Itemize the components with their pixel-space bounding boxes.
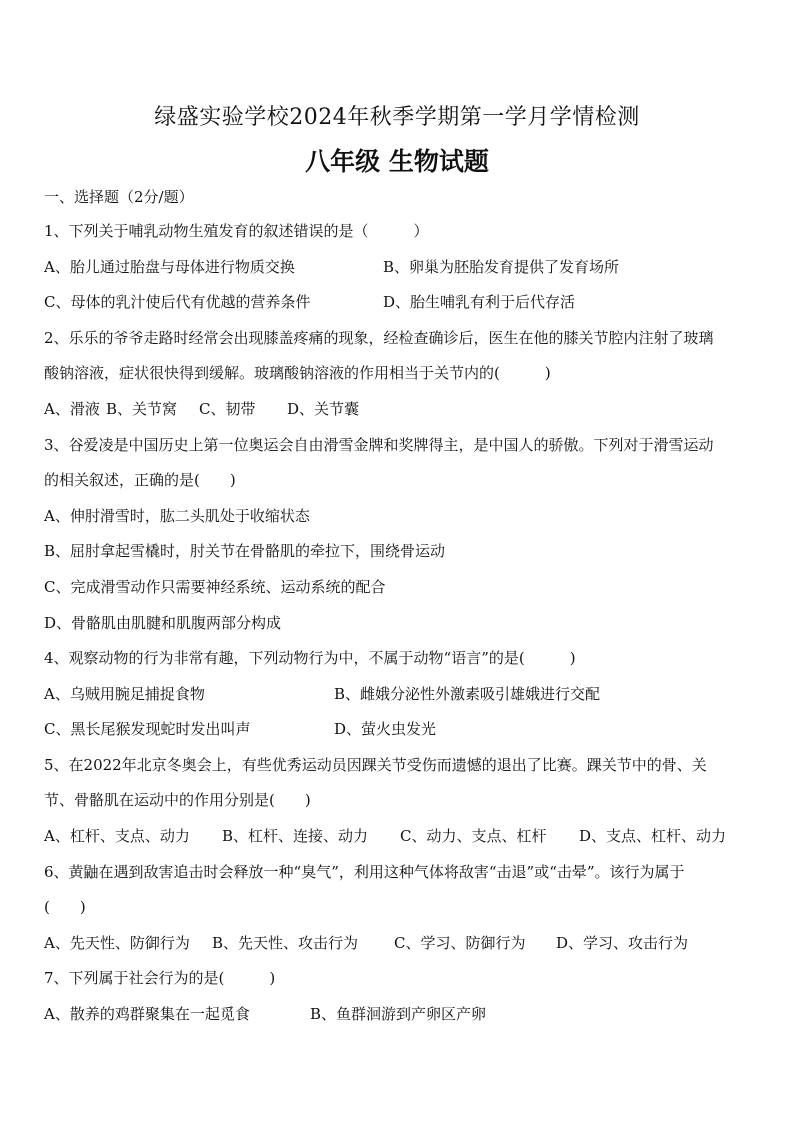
question-4-option-a: A、乌贼用腕足捕捉食物	[44, 685, 205, 703]
question-2-option-c: C、韧带	[199, 400, 256, 418]
question-3-stem-line-1: 3、谷爱凌是中国历史上第一位奥运会自由滑雪金牌和奖牌得主，是中国人的骄傲。下列对于滑雪运动	[44, 436, 714, 454]
question-5-option-c: C、动力、支点、杠杆	[400, 827, 547, 845]
question-6-stem-line-1: 6、黄鼬在遇到敌害追击时会释放一种“臭气”，利用这种气体将敌害“击退”或“击晕”。该行为属于	[44, 863, 685, 881]
question-2-option-b: B、关节窝	[106, 400, 178, 418]
question-3-option-b: B、屈肘拿起雪橇时，肘关节在骨骼肌的牵拉下，围绕骨运动	[44, 542, 446, 560]
question-1-option-d: D、胎生哺乳有利于后代存活	[383, 293, 576, 311]
exam-title: 绿盛实验学校2024年秋季学期第一学月学情检测	[154, 105, 640, 130]
question-1-option-b: B、卵巢为胚胎发育提供了发育场所	[383, 258, 620, 276]
question-1-option-c: C、母体的乳汁使后代有优越的营养条件	[44, 293, 311, 311]
question-5-option-d: D、支点、杠杆、动力	[579, 827, 727, 845]
question-4-option-c: C、黑长尾猴发现蛇时发出叫声	[44, 720, 251, 738]
question-5-stem-line-1: 5、在2022年北京冬奥会上，有些优秀运动员因踝关节受伤而遗憾的退出了比赛。踝关节中的骨、关	[44, 756, 707, 774]
question-6-stem-line-2: ( )	[44, 898, 86, 916]
question-2-stem-line-1: 2、乐乐的爷爷走路时经常会出现膝盖疼痛的现象，经检查确诊后，医生在他的膝关节腔内注射了玻璃	[44, 329, 714, 347]
question-6-option-c: C、学习、防御行为	[394, 934, 526, 952]
question-2-stem-line-2: 酸钠溶液，症状很快得到缓解。玻璃酸钠溶液的作用相当于关节内的( )	[44, 364, 551, 382]
question-2-option-d: D、关节囊	[287, 400, 360, 418]
question-3-option-c: C、完成滑雪动作只需要神经系统、运动系统的配合	[44, 578, 386, 596]
question-1-stem: 1、下列关于哺乳动物生殖发育的叙述错误的是（ ）	[44, 222, 429, 240]
question-3-stem-line-2: 的相关叙述，正确的是( )	[44, 471, 236, 489]
question-5-option-b: B、杠杆、连接、动力	[222, 827, 369, 845]
question-4-option-d: D、萤火虫发光	[334, 720, 437, 738]
question-1-option-a: A、胎儿通过胎盘与母体进行物质交换	[44, 258, 295, 276]
question-5-option-a: A、杠杆、支点、动力	[44, 827, 190, 845]
question-3-option-d: D、骨骼肌由肌腱和肌腹两部分构成	[44, 614, 282, 632]
question-3-option-a: A、伸肘滑雪时，肱二头肌处于收缩状态	[44, 507, 310, 525]
section-heading: 一、选择题（2分/题）	[44, 188, 194, 206]
question-6-option-b: B、先天性、攻击行为	[212, 934, 359, 952]
question-7-stem: 7、下列属于社会行为的是( )	[44, 969, 276, 987]
question-6-option-a: A、先天性、防御行为	[44, 934, 190, 952]
question-2-option-a: A、滑液	[44, 400, 100, 418]
question-4-option-b: B、雌娥分泌性外激素吸引雄娥进行交配	[334, 685, 601, 703]
question-7-option-b: B、鱼群洄游到产卵区产卵	[310, 1005, 487, 1023]
question-5-stem-line-2: 节、骨骼肌在运动中的作用分别是( )	[44, 791, 311, 809]
question-6-option-d: D、学习、攻击行为	[556, 934, 689, 952]
question-4-stem: 4、观察动物的行为非常有趣，下列动物行为中，不属于动物“语言”的是( )	[44, 649, 576, 667]
question-7-option-a: A、散养的鸡群聚集在一起觅食	[44, 1005, 250, 1023]
exam-subtitle: 八年级 生物试题	[305, 147, 489, 176]
